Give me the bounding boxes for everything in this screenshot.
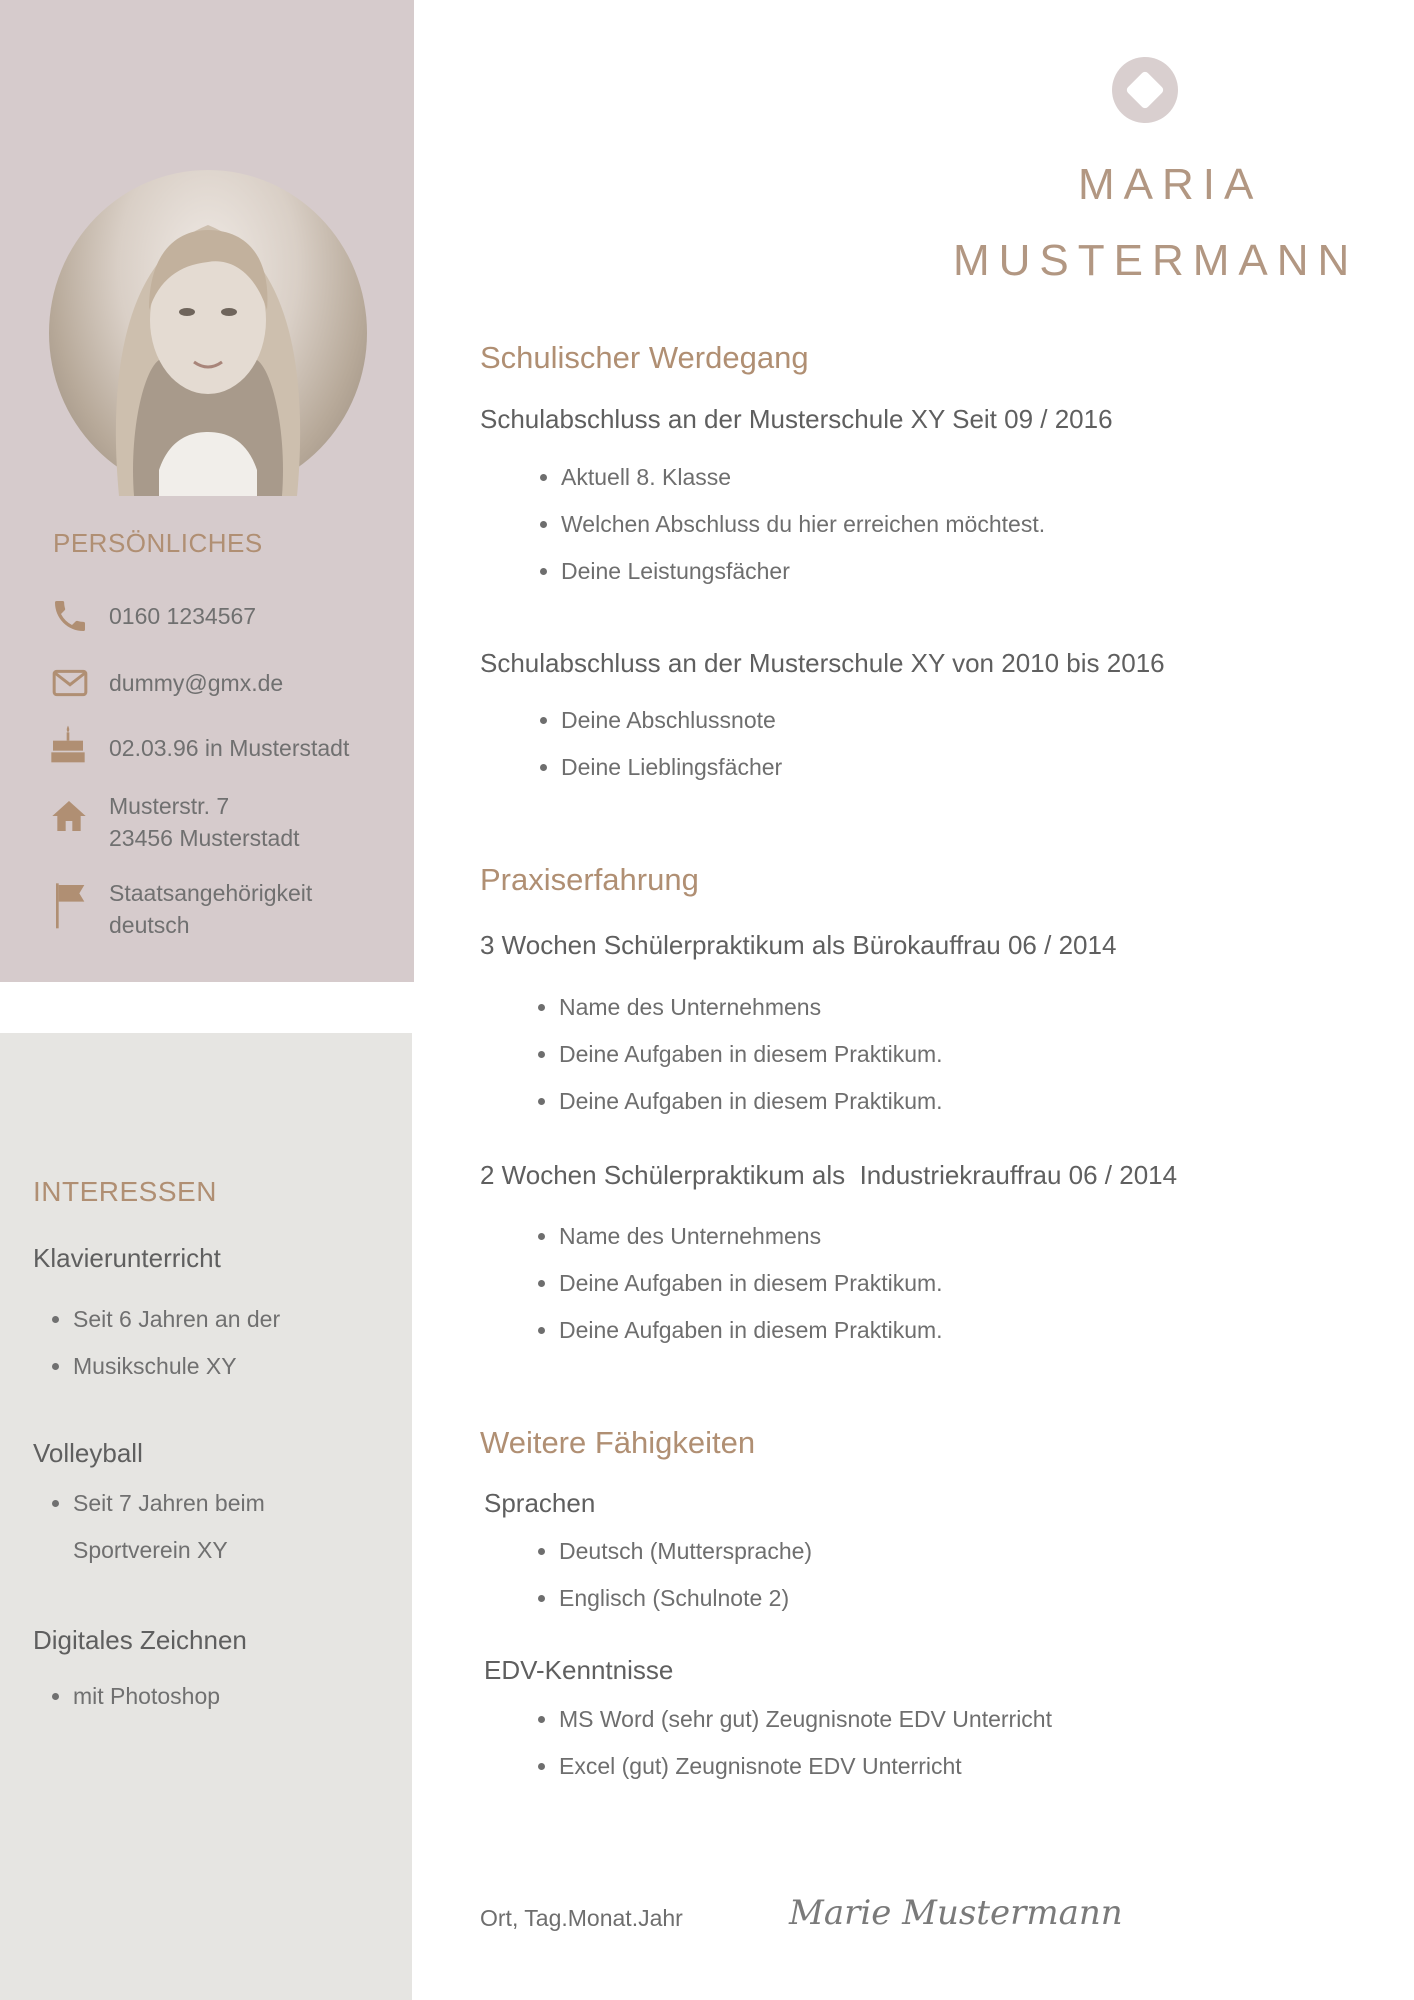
birthday-cake-icon xyxy=(48,722,88,762)
list-item: • Aktuell 8. Klasse xyxy=(561,454,1045,501)
practice-entry-1-list xyxy=(517,984,943,1125)
list-item: • Name des Unternehmens xyxy=(559,1213,943,1260)
first-name: MARIA xyxy=(1078,160,1263,209)
list-item: • Deine Abschlussnote xyxy=(561,697,782,744)
list-item: Sportverein XY xyxy=(73,1537,228,1563)
list-item: • Deutsch (Muttersprache) xyxy=(559,1528,812,1575)
interest-title-drawing: Digitales Zeichnen xyxy=(33,1625,247,1655)
school-entry-2-list xyxy=(519,697,782,791)
list-item: • Deine Aufgaben in diesem Praktikum. xyxy=(559,1031,943,1078)
list-item: • Seit 7 Jahren beim xyxy=(73,1480,265,1527)
place-date: Ort, Tag.Monat.Jahr xyxy=(480,1905,683,1931)
signature-text: Marie Mustermann xyxy=(789,1893,1123,1933)
interest-list-piano xyxy=(33,1296,280,1390)
personal-heading: PERSÖNLICHES xyxy=(53,528,263,558)
list-item: • Englisch (Schulnote 2) xyxy=(559,1575,812,1622)
logo-icon xyxy=(1112,57,1178,123)
email-address: dummy@gmx.de xyxy=(109,670,284,696)
skills-languages-list xyxy=(517,1528,812,1622)
practice-heading: Praxiserfahrung xyxy=(480,862,699,897)
skills-it-title: EDV-Kenntnisse xyxy=(484,1655,674,1685)
birth-date-place: 02.03.96 in Musterstadt xyxy=(109,735,350,761)
interest-title-volleyball: Volleyball xyxy=(33,1438,143,1468)
school-entry-2-title: Schulabschluss an der Musterschule XY von 2010 bis 2016 xyxy=(480,648,1165,678)
home-icon xyxy=(49,796,89,836)
skills-it-list xyxy=(517,1696,1052,1790)
address-line-1: Musterstr. 7 xyxy=(109,793,230,819)
list-item: • Deine Aufgaben in diesem Praktikum. xyxy=(559,1307,943,1354)
address-line-2: 23456 Musterstadt xyxy=(109,825,300,851)
list-item: • Musikschule XY xyxy=(73,1343,280,1390)
practice-entry-2-list xyxy=(517,1213,943,1354)
phone-number: 0160 1234567 xyxy=(109,603,257,629)
interest-title-piano: Klavierunterricht xyxy=(33,1243,221,1273)
nationality-label: Staatsangehörigkeit xyxy=(109,880,313,906)
signature xyxy=(787,1880,1123,1940)
list-item: • Welchen Abschluss du hier erreichen möchtest. xyxy=(561,501,1045,548)
list-item: • Seit 6 Jahren an der xyxy=(73,1296,280,1343)
phone-icon xyxy=(50,596,90,636)
email-icon xyxy=(50,663,90,703)
list-item: • Deine Lieblingsfächer xyxy=(561,744,782,791)
nationality-value: deutsch xyxy=(109,912,190,938)
school-entry-1-title: Schulabschluss an der Musterschule XY Seit 09 / 2016 xyxy=(480,404,1113,434)
list-item: • Name des Unternehmens xyxy=(559,984,943,1031)
school-heading: Schulischer Werdegang xyxy=(480,340,809,375)
list-item: • Deine Aufgaben in diesem Praktikum. xyxy=(559,1078,943,1125)
interest-list-drawing xyxy=(33,1673,220,1720)
interest-list-volleyball xyxy=(33,1480,265,1574)
flag-icon xyxy=(51,880,91,930)
interests-heading: INTERESSEN xyxy=(33,1176,217,1207)
practice-entry-2-title: 2 Wochen Schülerpraktikum als Industriekrauffrau 06 / 2014 xyxy=(480,1160,1178,1190)
school-entry-1-list xyxy=(519,454,1045,595)
portrait-illustration xyxy=(49,170,367,496)
skills-heading: Weitere Fähigkeiten xyxy=(480,1425,756,1460)
list-item: • MS Word (sehr gut) Zeugnisnote EDV Unterricht xyxy=(559,1696,1052,1743)
profile-photo xyxy=(49,170,367,496)
list-item: • Deine Aufgaben in diesem Praktikum. xyxy=(559,1260,943,1307)
list-item: • Excel (gut) Zeugnisnote EDV Unterricht xyxy=(559,1743,1052,1790)
practice-entry-1-title: 3 Wochen Schülerpraktikum als Bürokauffrau 06 / 2014 xyxy=(480,930,1117,960)
skills-languages-title: Sprachen xyxy=(484,1488,596,1518)
list-item: • Deine Leistungsfächer xyxy=(561,548,1045,595)
last-name: MUSTERMANN xyxy=(953,236,1359,285)
list-item: • mit Photoshop xyxy=(73,1673,220,1720)
